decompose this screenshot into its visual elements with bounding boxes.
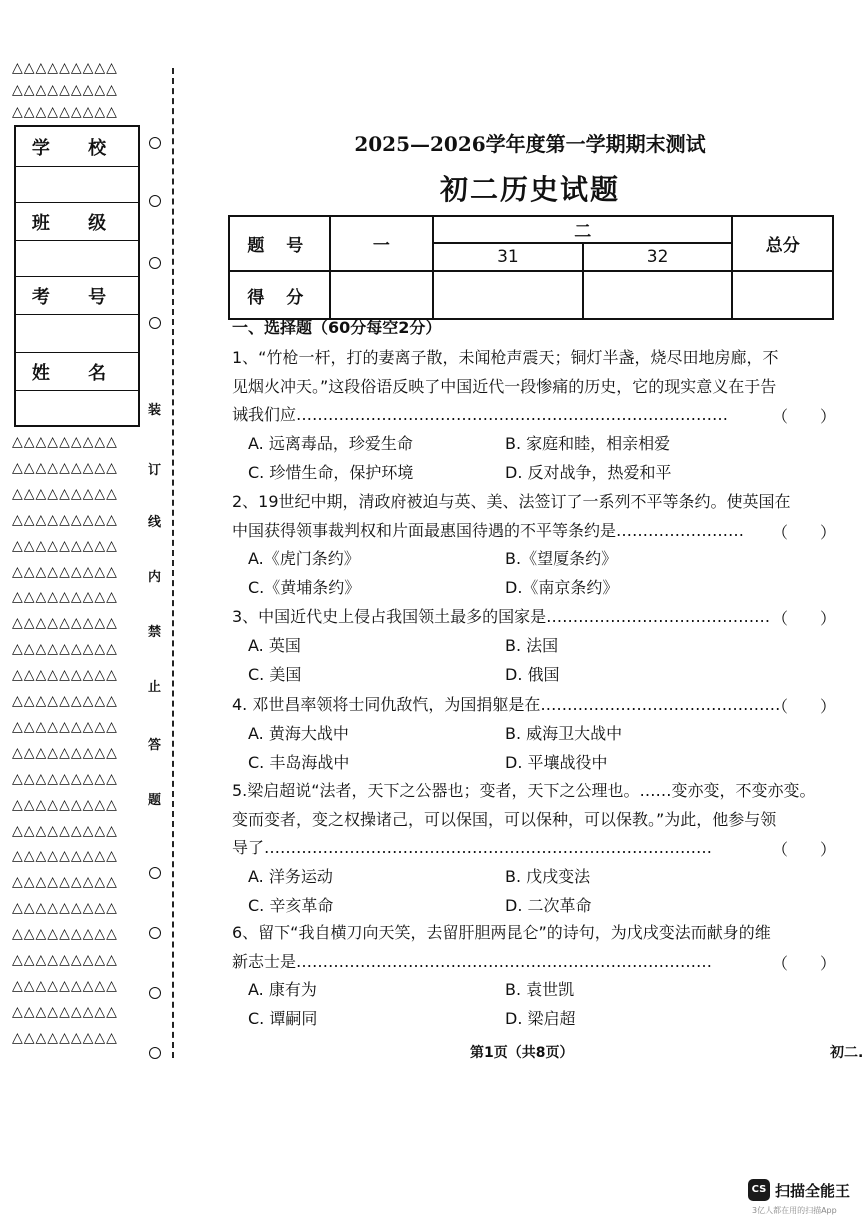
binding-text: 内 xyxy=(148,570,162,585)
class-field[interactable] xyxy=(16,241,138,277)
binding-text: 禁 xyxy=(148,625,162,640)
option-b: B. 威海卫大战中 xyxy=(505,723,623,743)
triangle-border-row: △△△△△△△△△ xyxy=(12,641,118,658)
exam-number-label: 考 号 xyxy=(16,277,138,315)
option-d: D. 俄国 xyxy=(505,664,560,684)
name-label: 姓 名 xyxy=(16,353,138,391)
answer-blank[interactable]: （ ） xyxy=(772,953,837,973)
triangle-border-row: △△△△△△△△△ xyxy=(12,615,118,632)
option-c: C. 珍惜生命，保护环境 xyxy=(248,462,414,482)
triangle-border-row: △△△△△△△△△ xyxy=(12,770,118,787)
answer-blank[interactable]: （ ） xyxy=(772,522,837,542)
question-number-header: 题 号 xyxy=(229,216,330,271)
student-info-box xyxy=(14,125,140,427)
triangle-border-row: △△△△△△△△△ xyxy=(12,952,118,968)
answer-blank[interactable]: （ ） xyxy=(772,407,837,426)
section-one-header: 一 xyxy=(330,216,433,271)
triangle-border-row: △△△△△△△△△ xyxy=(12,589,118,606)
triangle-border-row: △△△△△△△△△ xyxy=(12,977,118,994)
score-cell-32[interactable] xyxy=(583,271,733,319)
option-a: A. 康有为 xyxy=(248,980,317,999)
triangle-border-row: △△△△△△△△△ xyxy=(12,511,118,528)
question-2-text: 中国获得领事裁判权和片面最惠国待遇的不平等条约是…………………… xyxy=(232,520,745,540)
binding-circle-icon xyxy=(149,1047,161,1059)
q31-header: 31 xyxy=(433,243,583,271)
binding-circle-icon xyxy=(149,257,161,269)
binding-circle-icon xyxy=(149,987,161,999)
triangle-border-row: △△△△△△△△△ xyxy=(12,822,118,839)
triangle-border-row: △△△△△△△△△ xyxy=(12,1029,118,1046)
triangle-border-row: △△△△△△△△△ xyxy=(12,459,118,476)
question-3-text: 3、中国近代史上侵占我国领土最多的国家是…………………………………… xyxy=(232,607,771,626)
total-header: 总分 xyxy=(732,216,833,271)
score-cell-31[interactable] xyxy=(433,271,583,319)
binding-circle-icon xyxy=(149,927,161,939)
q32-header: 32 xyxy=(583,243,733,271)
answer-blank[interactable]: （ ） xyxy=(772,697,837,716)
binding-circle-icon xyxy=(149,317,161,329)
triangle-border-row: △△△△△△△△△ xyxy=(12,434,118,450)
binding-text: 订 xyxy=(148,463,162,478)
option-d: D. 反对战争，热爱和平 xyxy=(505,462,672,482)
triangle-border-row: △△△△△△△△△ xyxy=(12,900,118,917)
option-a: A. 洋务运动 xyxy=(248,866,333,886)
score-row-label: 得 分 xyxy=(229,271,330,319)
option-b: B. 法国 xyxy=(505,635,559,655)
class-label: 班 级 xyxy=(16,203,138,241)
triangle-border-row: △△△△△△△△△ xyxy=(12,60,118,76)
option-d: D. 梁启超 xyxy=(505,1009,576,1028)
triangle-border-row: △△△△△△△△△ xyxy=(12,718,118,735)
triangle-border-row: △△△△△△△△△ xyxy=(12,874,118,891)
option-b: B. 袁世凯 xyxy=(505,980,575,999)
triangle-border-row: △△△△△△△△△ xyxy=(12,563,118,580)
option-a: A. 英国 xyxy=(248,635,301,655)
score-cell-one[interactable] xyxy=(330,271,433,319)
option-a: A. 远离毒品，珍爱生命 xyxy=(248,433,413,453)
binding-text: 答 xyxy=(148,738,162,753)
exam-number-field[interactable] xyxy=(16,315,138,353)
camscanner-name: 扫描全能王 xyxy=(775,1182,851,1200)
answer-blank[interactable]: （ ） xyxy=(772,609,837,628)
triangle-border-row: △△△△△△△△△ xyxy=(12,485,118,502)
page-footer-right: 初二. xyxy=(830,1045,864,1061)
binding-circle-icon xyxy=(149,195,161,207)
page-number: 第1页（共8页） xyxy=(470,1045,574,1061)
triangle-border-row: △△△△△△△△△ xyxy=(12,104,118,120)
question-5-text: 5.梁启超说“法者，天下之公器也；变者，天下之公理也。……变亦变，不变亦变。 xyxy=(232,781,816,800)
binding-text: 止 xyxy=(148,680,162,695)
section-two-header: 二 xyxy=(433,216,732,243)
question-2-text: 2、19世纪中期，清政府被迫与英、美、法签订了一系列不平等条约。使英国在 xyxy=(232,492,791,511)
school-label: 学 校 xyxy=(16,127,138,167)
option-c: C. 美国 xyxy=(248,664,302,684)
triangle-border-row: △△△△△△△△△ xyxy=(12,537,118,554)
question-5-text: 导了………………………………………………………………………… xyxy=(232,838,713,857)
option-c: C. 丰岛海战中 xyxy=(248,752,350,772)
answer-blank[interactable]: （ ） xyxy=(772,840,837,859)
option-b: B. 家庭和睦，相亲相爱 xyxy=(505,433,671,453)
triangle-border-row: △△△△△△△△△ xyxy=(12,848,118,865)
triangle-border-row: △△△△△△△△△ xyxy=(12,693,118,709)
question-5-text: 变而变者，变之权操诸己，可以保国，可以保种，可以保教。”为此，他参与领 xyxy=(232,809,777,829)
score-cell-total[interactable] xyxy=(732,271,833,319)
camscanner-tagline: 3亿人都在用的扫描App xyxy=(752,1206,837,1215)
question-6-text: 6、留下“我自横刀向天笑，去留肝胆两昆仑”的诗句，为戊戌变法而献身的维 xyxy=(232,923,771,942)
option-c: C. 辛亥革命 xyxy=(248,895,334,915)
triangle-border-row: △△△△△△△△△ xyxy=(12,926,118,943)
option-c: C. 谭嗣同 xyxy=(248,1009,318,1028)
option-a: A. 黄海大战中 xyxy=(248,723,349,743)
name-field[interactable] xyxy=(16,391,138,425)
camscanner-logo-icon: CS xyxy=(748,1179,770,1201)
binding-text: 装 xyxy=(148,403,162,418)
option-b: B.《望厦条约》 xyxy=(505,549,618,568)
triangle-border-row: △△△△△△△△△ xyxy=(12,744,118,761)
question-6-text: 新志士是…………………………………………………………………… xyxy=(232,951,713,971)
question-1-text: 1、“竹枪一杆，打的妻离子散，未闻枪声震天；铜灯半盏，烧尽田地房廊，不 xyxy=(232,348,779,367)
triangle-border-row: △△△△△△△△△ xyxy=(12,82,118,98)
triangle-border-row: △△△△△△△△△ xyxy=(12,1003,118,1020)
school-field[interactable] xyxy=(16,167,138,203)
score-table xyxy=(228,215,834,320)
binding-text: 题 xyxy=(148,793,162,808)
option-b: B. 戊戌变法 xyxy=(505,866,591,886)
triangle-border-row: △△△△△△△△△ xyxy=(12,667,118,684)
question-1-text: 诫我们应……………………………………………………………………… xyxy=(232,405,729,424)
option-d: D. 平壤战役中 xyxy=(505,752,608,772)
section-title: 一、选择题（60分每空2分） xyxy=(232,318,442,337)
binding-circle-icon xyxy=(149,867,161,879)
binding-dashed-line xyxy=(172,68,174,1058)
option-a: A.《虎门条约》 xyxy=(248,549,360,568)
option-d: D. 二次革命 xyxy=(505,895,592,915)
exam-title: 2025—2026学年度第一学期期末测试 xyxy=(354,132,706,156)
binding-text: 线 xyxy=(148,515,162,530)
option-d: D.《南京条约》 xyxy=(505,578,619,597)
binding-circle-icon xyxy=(149,137,161,149)
question-4-text: 4. 邓世昌率领将士同仇敌忾，为国捐躯是在……………………………………… xyxy=(232,695,781,714)
question-1-text: 见烟火冲天。”这段俗语反映了中国近代一段惨痛的历史，它的现实意义在于告 xyxy=(232,376,777,396)
option-c: C.《黄埔条约》 xyxy=(248,578,361,597)
exam-subtitle: 初二历史试题 xyxy=(439,173,620,206)
triangle-border-row: △△△△△△△△△ xyxy=(12,796,118,813)
